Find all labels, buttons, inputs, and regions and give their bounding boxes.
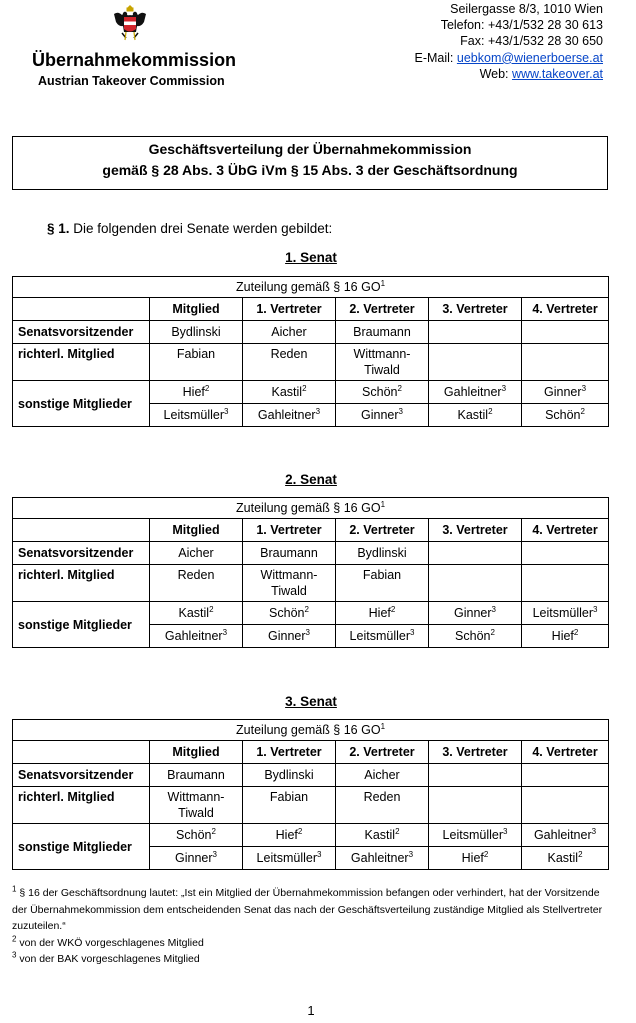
row-label-chair: Senatsvorsitzender <box>13 542 150 565</box>
footnote-ref: 2 <box>488 406 493 416</box>
footnote-ref: 1 <box>380 278 386 288</box>
column-header: 1. Vertreter <box>243 741 336 764</box>
row-label-judge: richterl. Mitglied <box>13 787 150 824</box>
other-cell <box>522 602 609 625</box>
other-cell <box>243 381 336 404</box>
other-cell <box>336 404 429 427</box>
judge-cell <box>522 787 609 824</box>
footnote-ref: 2 <box>302 383 307 393</box>
title-line-2: gemäß § 28 Abs. 3 ÜbG iVm § 15 Abs. 3 der Geschäftsordnung <box>102 162 518 178</box>
member-name: Schön <box>362 385 398 399</box>
member-name-line: Tiwald <box>271 584 307 598</box>
judge-cell <box>336 787 429 824</box>
address: Seilergasse 8/3, 1010 Wien <box>450 2 603 16</box>
other-row-1 <box>13 602 609 625</box>
row-label-chair: Senatsvorsitzender <box>13 764 150 787</box>
senate-heading: 3. Senat <box>285 694 337 709</box>
member-name: Ginner <box>361 408 399 422</box>
member-name-line: Fabian <box>362 568 402 582</box>
other-cell <box>243 602 336 625</box>
section-number: § 1. <box>47 221 70 236</box>
chair-row <box>13 542 609 565</box>
chair-cell: Aicher <box>150 542 243 565</box>
header-blank <box>13 519 150 542</box>
member-name: Kastil <box>364 828 396 842</box>
header-row <box>13 519 609 542</box>
senate-table <box>12 497 609 648</box>
other-cell <box>522 404 609 427</box>
column-header: 3. Vertreter <box>429 519 522 542</box>
column-header: Mitglied <box>150 519 243 542</box>
footnote-ref: 2 <box>573 627 579 637</box>
column-header: 4. Vertreter <box>522 298 609 321</box>
email-label: E-Mail: <box>414 50 457 65</box>
footnote-ref: 2 <box>578 849 583 859</box>
member-name-line: Tiwald <box>178 806 214 820</box>
member-name-line: Reden <box>177 568 215 582</box>
footnote-2 <box>12 935 612 952</box>
member-name: Kastil <box>178 606 210 620</box>
senate-heading: 2. Senat <box>285 472 337 487</box>
footnote-ref: 1 <box>380 721 386 731</box>
other-cell <box>522 625 609 648</box>
member-name: Leitsmüller <box>256 851 317 865</box>
chair-cell <box>429 764 522 787</box>
column-header: 4. Vertreter <box>522 741 609 764</box>
other-row-1 <box>13 824 609 847</box>
column-header: 3. Vertreter <box>429 298 522 321</box>
section-text: Die folgenden drei Senate werden gebildet: <box>69 221 333 236</box>
judge-cell <box>522 565 609 602</box>
judge-cell <box>336 565 429 602</box>
other-cell <box>150 404 243 427</box>
member-name: Hief <box>182 385 205 399</box>
other-cell <box>150 602 243 625</box>
footnote-ref: 3 <box>223 406 229 416</box>
footnote-ref: 2 <box>580 406 585 416</box>
other-cell <box>336 381 429 404</box>
judge-cell <box>522 344 609 381</box>
chair-cell <box>522 542 609 565</box>
member-name: Gahleitner <box>257 408 316 422</box>
caption-row <box>13 720 609 741</box>
web-link[interactable]: www.takeover.at <box>511 66 603 81</box>
caption-row <box>13 277 609 298</box>
other-cell <box>336 625 429 648</box>
chair-cell: Aicher <box>243 321 336 344</box>
footnote-1-text: § 16 der Geschäftsordnung lautet: „Ist ein Mitglied der Übernahmekommission befangen oder verhindert, hat der Vorsitzende der Übernahmekommission dem entscheidenden Senat das nach der Geschäftsverteilung zuständige Mitglied als Stellvertreter zuzuteilen.“ <box>12 887 603 932</box>
footnote-ref: 3 <box>502 826 508 836</box>
member-name-line: Fabian <box>269 790 309 804</box>
other-cell <box>150 625 243 648</box>
footnote-ref: 3 <box>491 604 496 614</box>
other-cell <box>150 824 243 847</box>
chair-cell <box>522 321 609 344</box>
other-cell <box>429 404 522 427</box>
footnote-ref: 3 <box>222 627 228 637</box>
row-label-other: sonstige Mitglieder <box>13 824 150 870</box>
chair-cell <box>429 542 522 565</box>
member-name: Ginner <box>175 851 213 865</box>
member-name: Gahleitner <box>350 851 409 865</box>
row-label-other: sonstige Mitglieder <box>13 381 150 427</box>
caption-text: Zuteilung gemäß § 16 GO <box>236 280 381 294</box>
member-name: Kastil <box>271 385 303 399</box>
column-header: 3. Vertreter <box>429 741 522 764</box>
footnote-3-mark: 3 <box>12 950 17 960</box>
chair-cell <box>429 321 522 344</box>
member-name: Schön <box>269 606 305 620</box>
footnote-ref: 3 <box>398 406 403 416</box>
austrian-eagle-logo <box>110 2 150 48</box>
row-label-judge: richterl. Mitglied <box>13 344 150 381</box>
footnote-3 <box>12 951 612 968</box>
row-label-other: sonstige Mitglieder <box>13 602 150 648</box>
member-name-line: Wittmann- <box>353 347 411 361</box>
member-name: Hief <box>551 629 574 643</box>
chair-cell: Braumann <box>243 542 336 565</box>
member-name: Kastil <box>547 851 579 865</box>
member-name: Kastil <box>457 408 489 422</box>
member-name: Hief <box>275 828 298 842</box>
member-name: Leitsmüller <box>163 408 224 422</box>
footnote-ref: 2 <box>304 604 309 614</box>
footnote-2-text: von der WKÖ vorgeschlagenes Mitglied <box>16 936 204 949</box>
judge-row <box>13 344 609 381</box>
page-number: 1 <box>307 1003 315 1018</box>
footnote-1-mark: 1 <box>12 884 17 894</box>
judge-cell <box>429 565 522 602</box>
other-cell <box>522 847 609 870</box>
member-name: Ginner <box>544 385 582 399</box>
footnote-ref: 2 <box>483 849 489 859</box>
member-name: Gahleitner <box>443 385 502 399</box>
footnote-ref: 2 <box>204 383 210 393</box>
other-cell <box>243 824 336 847</box>
other-cell <box>243 625 336 648</box>
member-name: Gahleitner <box>533 828 592 842</box>
footnote-ref: 2 <box>397 383 402 393</box>
column-header: 2. Vertreter <box>336 741 429 764</box>
other-cell <box>429 824 522 847</box>
other-cell <box>243 404 336 427</box>
footnote-ref: 2 <box>209 604 214 614</box>
chair-cell: Bydlinski <box>243 764 336 787</box>
org-name: Übernahmekommission <box>32 50 237 70</box>
row-label-chair: Senatsvorsitzender <box>13 321 150 344</box>
chair-cell <box>522 764 609 787</box>
member-name: Hief <box>368 606 391 620</box>
row-label-judge: richterl. Mitglied <box>13 565 150 602</box>
title-line-1: Geschäftsverteilung der Übernahmekommission <box>148 141 472 157</box>
column-header: Mitglied <box>150 298 243 321</box>
org-subtitle: Austrian Takeover Commission <box>38 74 225 88</box>
member-name: Gahleitner <box>164 629 223 643</box>
other-cell <box>429 847 522 870</box>
footnote-ref: 3 <box>581 383 587 393</box>
web-line <box>415 66 603 82</box>
chair-row <box>13 321 609 344</box>
member-name-line: Tiwald <box>364 363 400 377</box>
judge-cell <box>429 787 522 824</box>
member-name: Schön <box>176 828 212 842</box>
footnote-3-text: von der BAK vorgeschlagenes Mitglied <box>16 953 200 965</box>
member-name-line: Wittmann- <box>260 568 318 582</box>
chair-cell: Aicher <box>336 764 429 787</box>
chair-cell: Bydlinski <box>336 542 429 565</box>
footnote-ref: 2 <box>297 826 303 836</box>
other-cell <box>336 602 429 625</box>
header-blank <box>13 298 150 321</box>
document-title-box <box>12 136 608 190</box>
table-caption <box>13 498 609 519</box>
footnote-1 <box>12 885 612 935</box>
judge-cell <box>243 565 336 602</box>
judge-cell <box>150 344 243 381</box>
footnote-ref: 2 <box>490 627 495 637</box>
judge-cell <box>150 787 243 824</box>
other-cell <box>336 847 429 870</box>
header-row <box>13 298 609 321</box>
web-label: Web: <box>479 66 512 81</box>
other-cell <box>522 824 609 847</box>
footnote-ref: 2 <box>395 826 400 836</box>
chair-cell: Braumann <box>336 321 429 344</box>
table-caption <box>13 720 609 741</box>
other-cell <box>429 602 522 625</box>
member-name-line: Reden <box>270 347 308 361</box>
member-name-line: Wittmann- <box>167 790 225 804</box>
member-name: Schön <box>455 629 491 643</box>
senate-table <box>12 719 609 870</box>
caption-text: Zuteilung gemäß § 16 GO <box>236 723 381 737</box>
judge-cell <box>429 344 522 381</box>
member-name: Ginner <box>268 629 306 643</box>
chair-cell: Bydlinski <box>150 321 243 344</box>
footnote-ref: 3 <box>408 849 414 859</box>
footnote-2-mark: 2 <box>12 934 17 943</box>
other-cell <box>150 381 243 404</box>
judge-cell <box>243 787 336 824</box>
footnote-ref: 1 <box>380 499 386 509</box>
column-header: 4. Vertreter <box>522 519 609 542</box>
other-cell <box>336 824 429 847</box>
column-header: 2. Vertreter <box>336 519 429 542</box>
judge-cell <box>243 344 336 381</box>
other-cell <box>429 625 522 648</box>
table-caption <box>13 277 609 298</box>
senate-table <box>12 276 609 427</box>
judge-row <box>13 787 609 824</box>
caption-text: Zuteilung gemäß § 16 GO <box>236 501 381 515</box>
email-line <box>415 50 603 66</box>
judge-cell <box>150 565 243 602</box>
senate-heading: 1. Senat <box>285 250 337 265</box>
judge-row <box>13 565 609 602</box>
footnotes <box>12 885 612 968</box>
member-name: Leitsmüller <box>349 629 410 643</box>
member-name: Schön <box>545 408 581 422</box>
chair-row <box>13 764 609 787</box>
footnote-ref: 3 <box>212 849 217 859</box>
judge-cell <box>336 344 429 381</box>
footnote-ref: 3 <box>315 406 321 416</box>
footnote-ref: 3 <box>316 849 322 859</box>
footnote-ref: 3 <box>591 826 597 836</box>
other-cell <box>243 847 336 870</box>
footnote-ref: 3 <box>501 383 507 393</box>
member-name-line: Reden <box>363 790 401 804</box>
header-row <box>13 741 609 764</box>
member-name: Leitsmüller <box>532 606 594 620</box>
member-name-line: Fabian <box>176 347 216 361</box>
member-name: Ginner <box>454 606 492 620</box>
member-name: Hief <box>461 851 484 865</box>
other-row-1 <box>13 381 609 404</box>
footnote-ref: 2 <box>390 604 396 614</box>
other-cell <box>522 381 609 404</box>
footnote-ref: 3 <box>305 627 310 637</box>
column-header: 1. Vertreter <box>243 519 336 542</box>
column-header: 2. Vertreter <box>336 298 429 321</box>
column-header: Mitglied <box>150 741 243 764</box>
phone: Telefon: +43/1/532 28 30 613 <box>440 18 603 33</box>
member-name: Leitsmüller <box>442 828 503 842</box>
other-cell <box>150 847 243 870</box>
email-link[interactable]: uebkom@wienerboerse.at <box>456 50 603 65</box>
footnote-ref: 2 <box>211 826 216 836</box>
footnote-ref: 3 <box>409 627 415 637</box>
other-cell <box>429 381 522 404</box>
section-paragraph <box>47 221 332 236</box>
fax: Fax: +43/1/532 28 30 650 <box>460 34 603 49</box>
header-blank <box>13 741 150 764</box>
footnote-ref: 3 <box>593 604 598 614</box>
caption-row <box>13 498 609 519</box>
contact-block <box>415 1 603 82</box>
chair-cell: Braumann <box>150 764 243 787</box>
column-header: 1. Vertreter <box>243 298 336 321</box>
